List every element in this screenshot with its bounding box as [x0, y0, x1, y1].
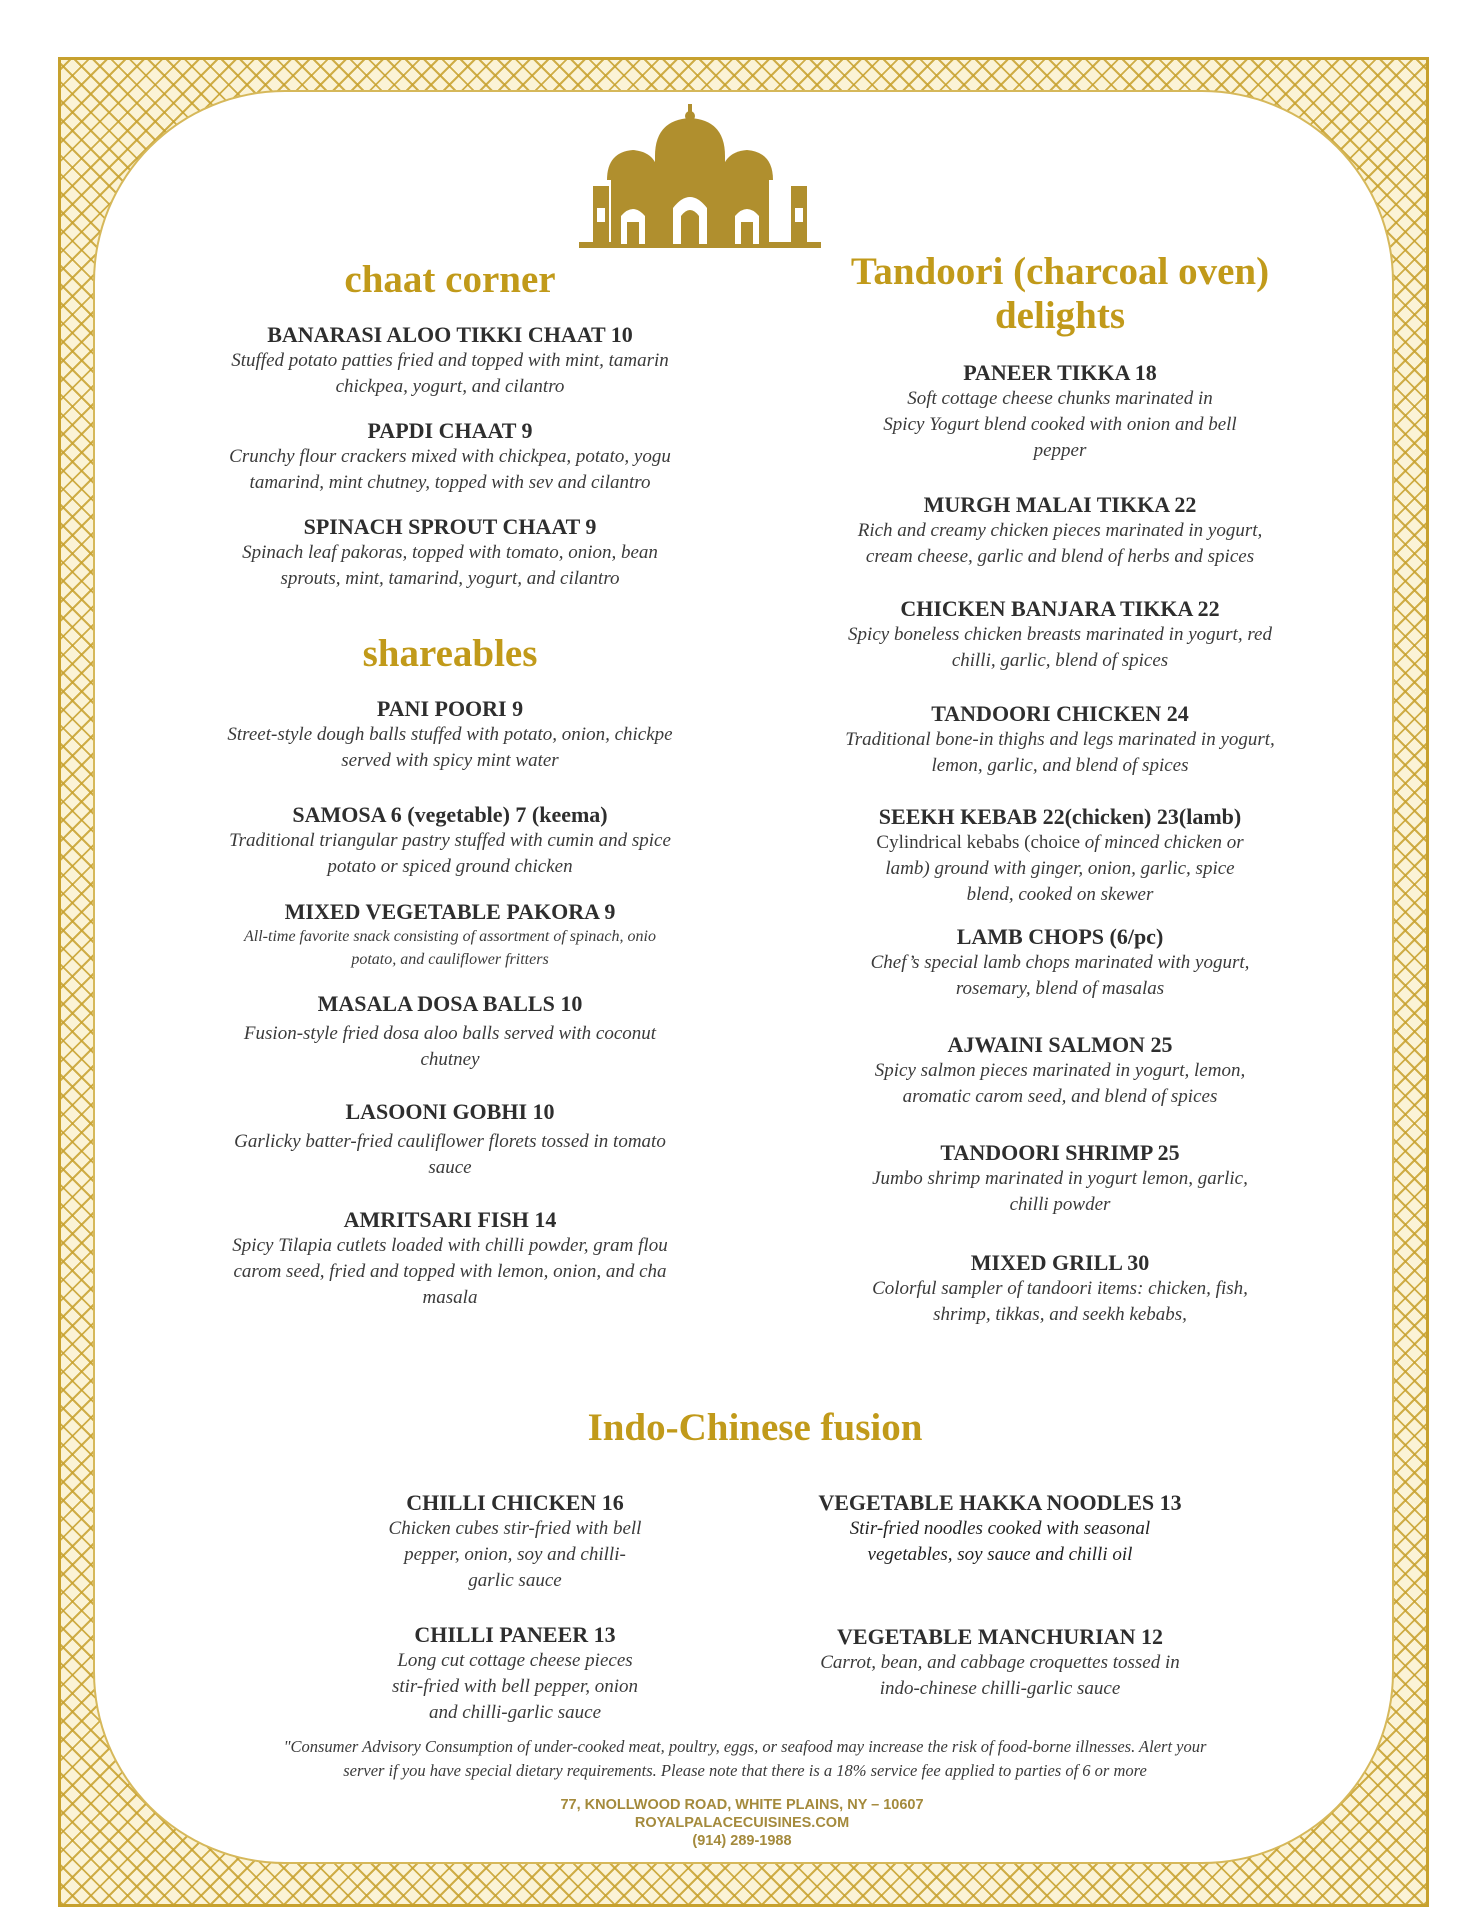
item-desc: Spicy salmon pieces marinated in yogurt, lemon,	[874, 1060, 1246, 1081]
item-name: MIXED GRILL 30	[970, 1250, 1150, 1275]
item-desc	[770, 830, 1350, 856]
menu-item	[770, 596, 1350, 674]
item-desc: Spicy Tilapia cutlets loaded with chilli powder, gram flou	[232, 1235, 668, 1256]
indo-chinese-right-column	[780, 1490, 1220, 1702]
item-name: SAMOSA 6 (vegetable) 7 (keema)	[292, 802, 608, 827]
menu-item	[770, 804, 1350, 908]
item-desc: cream cheese, garlic and blend of herbs and spices	[865, 546, 1255, 567]
menu-item	[180, 1099, 720, 1181]
item-desc: potato or spiced ground chicken	[327, 856, 573, 877]
item-desc: Carrot, bean, and cabbage croquettes tossed in	[820, 1652, 1180, 1673]
item-desc: sauce	[428, 1157, 472, 1178]
item-desc: chilli, garlic, blend of spices	[951, 650, 1169, 671]
advisory-line: "Consumer Advisory Consumption of under-cooked meat, poultry, eggs, or seafood may increase the risk of food-borne illnesses. Alert your	[283, 1737, 1207, 1756]
menu-item	[180, 514, 720, 592]
menu-item	[770, 492, 1350, 570]
menu-item	[180, 899, 720, 971]
item-desc: indo-chinese chilli-garlic sauce	[879, 1678, 1121, 1699]
tandoori-column	[770, 360, 1350, 1328]
menu-item	[180, 696, 720, 774]
item-desc: Traditional bone-in thighs and legs marinated in yogurt,	[845, 729, 1275, 750]
menu-item	[180, 322, 720, 400]
item-desc: shrimp, tikkas, and seekh kebabs,	[933, 1304, 1187, 1325]
item-desc: Spicy boneless chicken breasts marinated in yogurt, red	[848, 624, 1272, 645]
item-desc: Jumbo shrimp marinated in yogurt lemon, garlic,	[872, 1168, 1248, 1189]
item-desc: and chilli-garlic sauce	[428, 1702, 602, 1723]
item-desc: Chicken cubes stir-fried with bell	[388, 1518, 642, 1539]
item-desc: Spinach leaf pakoras, topped with tomato, onion, bean	[242, 542, 658, 563]
menu-item	[770, 1250, 1350, 1328]
item-name: TANDOORI CHICKEN 24	[931, 701, 1189, 726]
item-desc: potato, and cauliflower fritters	[351, 951, 549, 968]
item-name: VEGETABLE HAKKA NOODLES 13	[818, 1490, 1182, 1515]
chaat-column	[180, 322, 720, 592]
menu-item	[340, 1490, 690, 1594]
section-title-indo-chinese: Indo-Chinese fusion	[587, 1406, 923, 1449]
item-name: SPINACH SPROUT CHAAT 9	[303, 514, 597, 539]
item-desc: garlic sauce	[468, 1570, 562, 1591]
item-desc: Soft cottage cheese chunks marinated in	[907, 388, 1213, 409]
palace-logo-icon	[555, 104, 845, 249]
item-desc: Fusion-style fried dosa aloo balls served with coconut	[243, 1023, 657, 1044]
menu-item	[770, 360, 1350, 464]
menu-item	[180, 802, 720, 880]
item-name: SEEKH KEBAB 22(chicken) 23(lamb)	[878, 804, 1242, 829]
phone-number[interactable]: (914) 289-1988	[692, 1833, 792, 1849]
item-name: LASOONI GOBHI 10	[345, 1099, 555, 1124]
section-title-line: delights	[994, 294, 1126, 337]
menu-item	[180, 1207, 720, 1311]
item-desc: lamb) ground with ginger, onion, garlic, spice	[885, 858, 1235, 879]
indo-chinese-left-column	[340, 1490, 690, 1726]
item-desc: chilli powder	[1009, 1194, 1111, 1215]
item-name: MASALA DOSA BALLS 10	[317, 991, 583, 1016]
menu-item	[770, 701, 1350, 779]
item-desc: All-time favorite snack consisting of assortment of spinach, onio	[244, 928, 656, 945]
item-desc: Garlicky batter-fried cauliflower florets tossed in tomato	[234, 1131, 666, 1152]
item-name: PAPDI CHAAT 9	[367, 418, 533, 443]
item-desc: tamarind, mint chutney, topped with sev and cilantro	[249, 472, 651, 493]
item-name: VEGETABLE MANCHURIAN 12	[837, 1624, 1163, 1649]
item-desc: pepper	[1033, 440, 1087, 461]
item-desc: carom seed, fried and topped with lemon, onion, and cha	[233, 1261, 667, 1282]
menu-item	[770, 1032, 1350, 1110]
item-name: CHILLI PANEER 13	[414, 1622, 616, 1647]
item-name: LAMB CHOPS (6/pc)	[956, 924, 1164, 949]
menu-item	[780, 1624, 1220, 1702]
item-desc: Traditional triangular pastry stuffed with cumin and spice	[229, 830, 671, 851]
item-name: BANARASI ALOO TIKKI CHAAT 10	[267, 322, 633, 347]
menu-item	[770, 1140, 1350, 1218]
section-title-shareables: shareables	[362, 632, 538, 675]
item-name: AJWAINI SALMON 25	[947, 1032, 1173, 1057]
item-desc: Chef’s special lamb chops marinated with yogurt,	[870, 952, 1250, 973]
item-name: PANEER TIKKA 18	[963, 360, 1157, 385]
menu-item	[780, 1490, 1220, 1568]
item-desc: vegetables, soy sauce and chilli oil	[867, 1544, 1133, 1565]
item-desc: lemon, garlic, and blend of spices	[931, 755, 1189, 776]
item-name: MIXED VEGETABLE PAKORA 9	[284, 899, 616, 924]
item-desc: sprouts, mint, tamarind, yogurt, and cilantro	[280, 568, 620, 589]
shareables-column	[180, 696, 720, 1311]
item-desc: rosemary, blend of masalas	[955, 978, 1165, 999]
item-desc: Colorful sampler of tandoori items: chicken, fish,	[872, 1278, 1248, 1299]
item-name: AMRITSARI FISH 14	[343, 1207, 557, 1232]
item-desc: served with spicy mint water	[341, 750, 559, 771]
item-name: TANDOORI SHRIMP 25	[940, 1140, 1180, 1165]
item-desc: Stir-fried noodles cooked with seasonal	[849, 1518, 1151, 1539]
item-desc: Stuffed potato patties fried and topped with mint, tamarin	[231, 350, 669, 371]
item-desc: chickpea, yogurt, and cilantro	[335, 376, 565, 397]
item-desc: blend, cooked on skewer	[966, 884, 1154, 905]
item-name: PANI POORI 9	[376, 696, 524, 721]
item-name: MURGH MALAI TIKKA 22	[923, 492, 1197, 517]
item-desc: Rich and creamy chicken pieces marinated in yogurt,	[857, 520, 1263, 541]
section-title-tandoori	[780, 250, 1340, 338]
item-desc: masala	[422, 1287, 478, 1308]
item-desc: pepper, onion, soy and chilli-	[404, 1544, 626, 1565]
section-title-line: Tandoori (charcoal oven)	[850, 250, 1270, 293]
section-title-chaat: chaat corner	[344, 258, 556, 301]
menu-item	[770, 924, 1350, 1002]
item-name: CHICKEN BANJARA TIKKA 22	[900, 596, 1220, 621]
address-text: 77, KNOLLWOOD ROAD, WHITE PLAINS, NY – 10607	[560, 1797, 924, 1813]
item-name: CHILLI CHICKEN 16	[406, 1490, 624, 1515]
item-desc-plain: Cylindrical kebabs (choice	[876, 832, 1085, 853]
menu-item	[180, 991, 720, 1073]
item-desc: Long cut cottage cheese pieces	[397, 1650, 633, 1671]
menu-item	[340, 1622, 690, 1726]
advisory-line: server if you have special dietary requirements. Please note that there is a 18% service fee applied to parties of 6 or more	[343, 1761, 1147, 1780]
menu-item	[180, 418, 720, 496]
item-desc: Street-style dough balls stuffed with potato, onion, chickpe	[227, 724, 673, 745]
consumer-advisory	[180, 1735, 1310, 1783]
item-desc: aromatic carom seed, and blend of spices	[902, 1086, 1218, 1107]
item-desc-italic: of minced chicken or	[1084, 832, 1244, 853]
item-desc: Crunchy flour crackers mixed with chickpea, potato, yogu	[229, 446, 671, 467]
item-desc: Spicy Yogurt blend cooked with onion and bell	[883, 414, 1237, 435]
item-desc: stir-fried with bell pepper, onion	[391, 1676, 639, 1697]
restaurant-contact	[500, 1796, 984, 1850]
item-desc: chutney	[420, 1049, 480, 1070]
website-link[interactable]: ROYALPALACECUISINES.COM	[634, 1815, 850, 1831]
